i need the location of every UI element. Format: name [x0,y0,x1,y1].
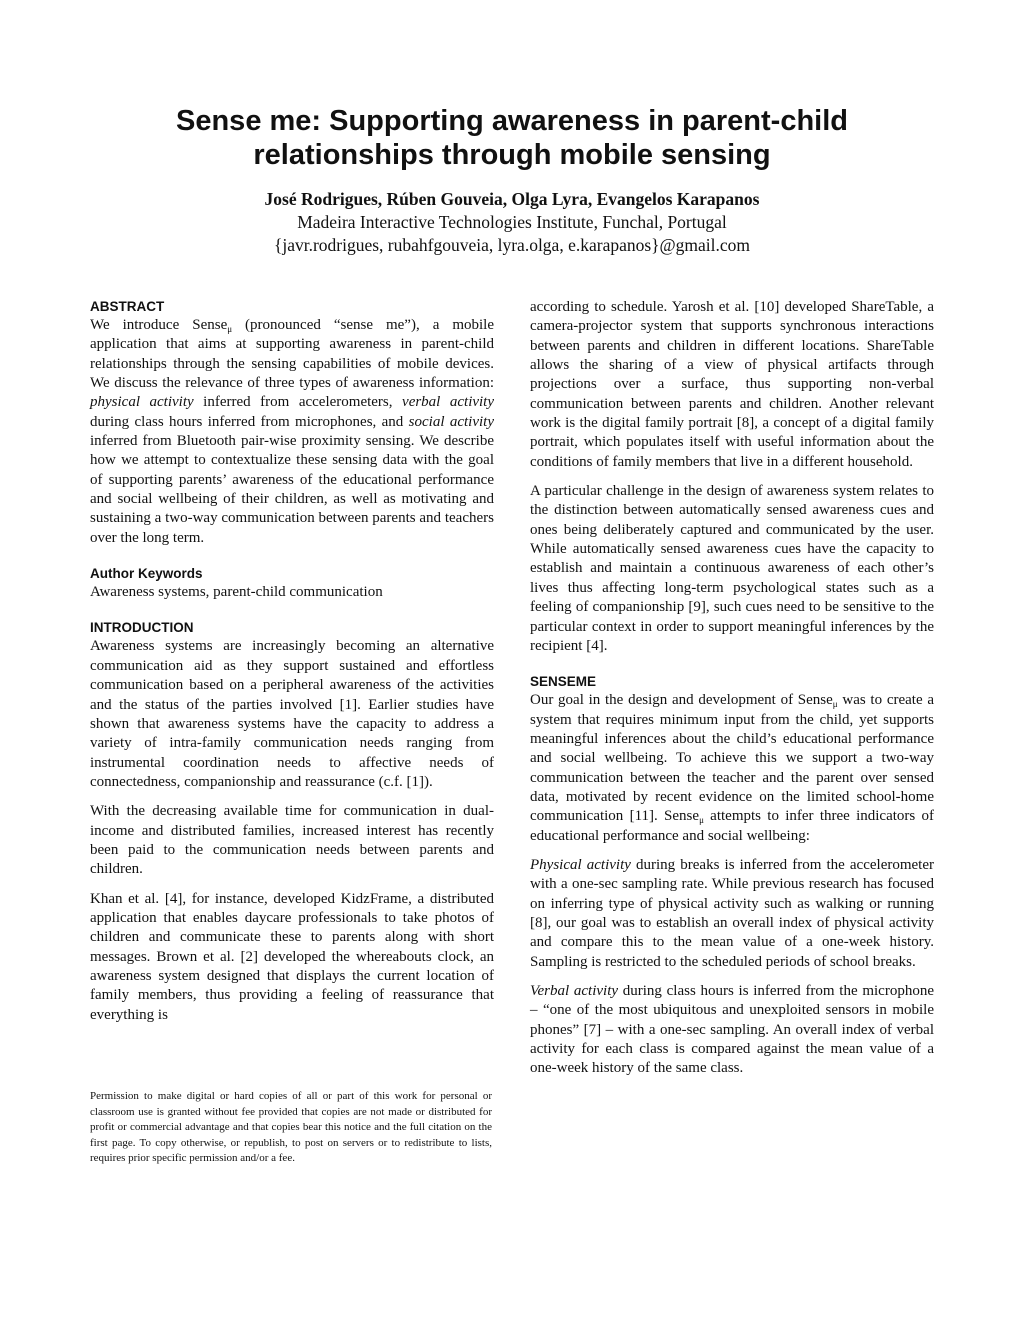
introduction-paragraph-4: according to schedule. Yarosh et al. [10] developed ShareTable, a camera-projector system that supports synchronous interactions between parents and children in different locations. ShareTable allows the sharing of a view of physical artifacts through projections over a surface, thus supporting non-verbal communication between parents and children. Another relevant work is the digital family portrait [8], a concept of a digital family portrait, which populates itself with useful information about the conditions of family members that live in a different household. [530,299,934,470]
keywords-heading: Author Keywords [90,566,203,582]
right-column [530,298,934,1079]
left-column [90,298,494,1025]
keywords-text: Awareness systems, parent-child communication [90,584,383,601]
senseme-verbal-activity: Verbal activity during class hours is inferred from the microphone – “one of the most ubiquitous and unexploited sensors in mobile phones” [7] – with a one-sec sampling. An overall index of verbal activity for each class is compared against the mean value of a one-week history of the same class. [530,983,934,1077]
title-line-1: Sense me: Supporting awareness in parent-child [176,105,848,137]
senseme-paragraph-1: Our goal in the design and development of Sense$_\mu$ was to create a system that requires minimum input from the child, yet supports meaningful inferences about the child’s educational performance and social wellbeing. To achieve this we support a two-way communication between the teacher and the parent over sensed data, motivated by recent evidence on the limited school-home communication [11]. Sense$_\mu$ attempts to infer three indicators of educational performance and social wellbeing: [530,692,934,844]
senseme-physical-activity: Physical activity during breaks is inferred from the accelerometer with a one-sec sampling rate. While previous research has focused on inferring type of physical activity such as walking or running [8], our goal was to establish an overall index of physical activity and compare this to the mean value of a one-week history. Sampling is restricted to the scheduled periods of school breaks. [530,856,934,970]
introduction-paragraph-2: With the decreasing available time for communication in dual-income and distributed families, increased interest has recently been paid to the communication needs between parents and children. [90,803,494,878]
title-line-2: relationships through mobile sensing [253,139,771,171]
introduction-heading: INTRODUCTION [90,620,194,636]
introduction-paragraph-5: A particular challenge in the design of awareness system relates to the distinction between automatically sensed awareness cues and ones being deliberately captured and communicated by the user. While automatically sensed awareness cues have the capacity to establish and maintain a continuous awareness of each other’s lives thus affecting long-term psychological states such as a feeling of companionship [9], such cues need to be sensitive to the particular context in order to support meaningful inferences by the recipient [4]. [530,483,934,654]
permission-notice: Permission to make digital or hard copies of all or part of this work for personal or classroom use is granted without fee provided that copies are not made or distributed for profit or commercial advantage and that copies bear this notice and the full citation on the first page. To copy otherwise, or republish, to post on servers or to redistribute to lists, requires prior specific permission and/or a fee. [90,1090,492,1165]
introduction-paragraph-1: Awareness systems are increasingly becoming an alternative communication aid as they support sustained and effortless communication based on a peripheral awareness of the activities and the status of the parties involved [1]. Earlier studies have shown that awareness systems have the capacity to address a variety of intra-family communication needs ranging from instrumental coordination needs to affective needs of connectedness, companionship and reassurance (c.f. [1]). [90,638,494,790]
paper-title [80,104,944,172]
abstract-text: We introduce Sense$_\mu$ (pronounced “sense me”), a mobile application that aims at supporting awareness in parent-child relationships through the sensing capabilities of mobile devices. We discuss the relevance of three types of awareness information: physical activity inferred from accelerometers, verbal activity during class hours inferred from microphones, and social activity inferred from Bluetooth pair-wise proximity sensing. We describe how we attempt to contextualize these sensing data with the goal of supporting parents’ awareness of the educational performance and social wellbeing of their children, as well as motivating and sustaining a two-way communication between parents and teachers over the long term. [90,317,495,546]
author-names: José Rodrigues, Rúben Gouveia, Olga Lyra, Evangelos Karapanos [264,189,760,209]
author-emails: {javr.rodrigues, rubahfgouveia, lyra.olga, e.karapanos}@gmail.com [273,235,751,255]
author-affiliation: Madeira Interactive Technologies Institute, Funchal, Portugal [297,212,727,232]
introduction-paragraph-3: Khan et al. [4], for instance, developed KidzFrame, a distributed application that enables daycare professionals to take photos of children and communicate these to parents along with short messages. Brown et al. [2] developed the whereabouts clock, an awareness system designed that displays the current location of family members, thus providing a feeling of reassurance that everything is [90,890,494,1023]
senseme-heading: SENSEME [530,674,597,690]
abstract-heading: ABSTRACT [90,299,165,314]
author-block [80,188,944,257]
